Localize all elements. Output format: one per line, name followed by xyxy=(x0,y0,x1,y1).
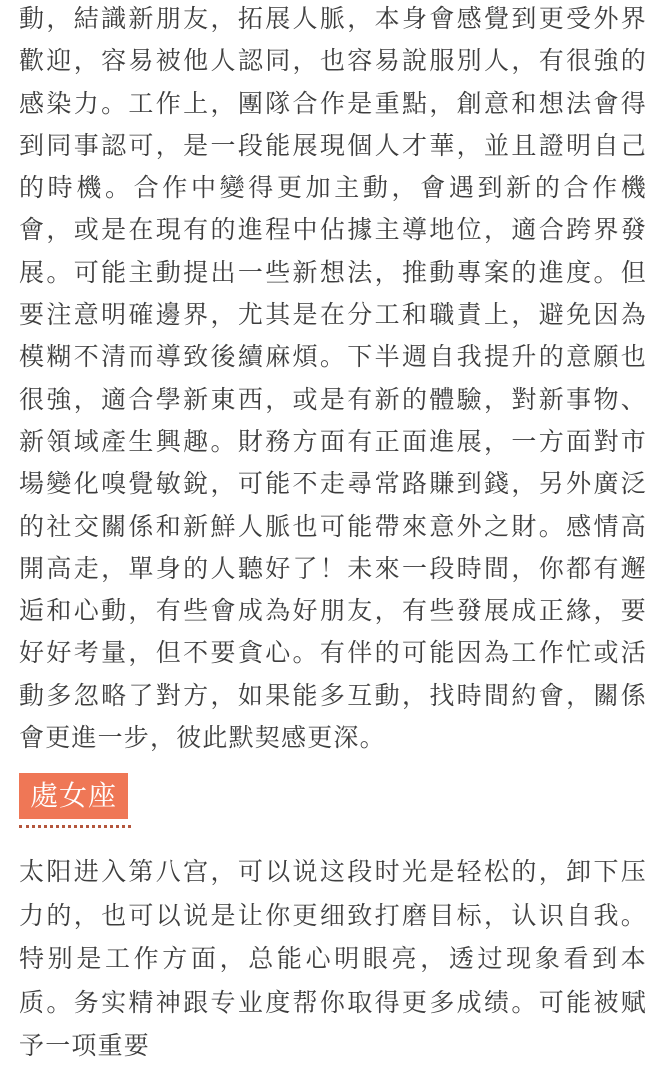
heading-dotted-underline xyxy=(19,825,131,828)
horoscope-paragraph-previous-sign: 動，結識新朋友，拓展人脈，本身會感覺到更受外界歡迎，容易被他人認同，也容易說服別人，有很強的感染力。工作上，團隊合作是重點，創意和想法會得到同事認可，是一段能展現個人才華，並且證明自己的時機。合作中變得更加主動，會遇到新的合作機會，或是在現有的進程中佔據主導地位，適合跨界發展。可能主動提出一些新想法，推動專案的進度。但要注意明確邊界，尤其是在分工和職責上，避免因為模糊不清而導致後續麻煩。下半週自我提升的意願也很強，適合學新東西，或是有新的體驗，對新事物、新領域產生興趣。財務方面有正面進展，一方面對市場變化嗅覺敏銳，可能不走尋常路賺到錢，另外廣泛的社交關係和新鮮人脈也可能帶來意外之財。感情高開高走，單身的人聽好了！未來一段時間，你都有邂逅和心動，有些會成為好朋友，有些發展成正緣，要好好考量，但不要貪心。有伴的可能因為工作忙或活動多忽略了對方，如果能多互動，找時間約會，關係會更進一步，彼此默契感更深。 xyxy=(19,4,647,753)
section-heading-virgo: 處女座 xyxy=(19,773,128,819)
section-heading-block xyxy=(19,773,131,828)
horoscope-paragraph-virgo: 太阳进入第八宫，可以说这段时光是轻松的，卸下压力的，也可以说是让你更细致打磨目标，认识自我。特别是工作方面，总能心明眼亮，透过现象看到本质。务实精神跟专业度帮你取得更多成绩。可能被赋予一项重要 xyxy=(19,857,647,1060)
